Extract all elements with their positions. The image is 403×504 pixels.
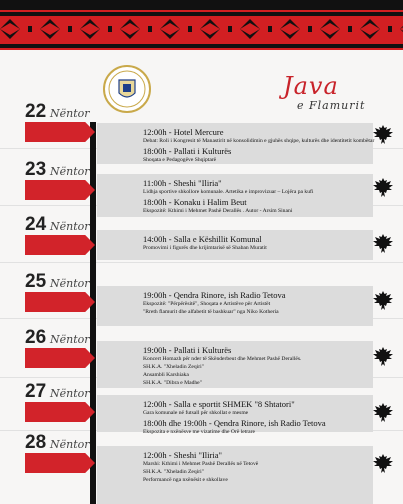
- day-month: Nëntor: [50, 107, 90, 120]
- albanian-eagle-icon: [372, 345, 394, 369]
- event-heading: 12:00h - Hotel Mercure: [143, 127, 224, 137]
- header-band-strip: [0, 44, 403, 48]
- date-arrow: [25, 292, 95, 312]
- event-panel: [97, 341, 373, 388]
- event-detail: Koncert Homazh për nder të Skënderbeut dhe Mehmet Pashë Derallës.: [143, 356, 302, 362]
- event-heading: 12:00h - Salla e sportit SHMEK "8 Shtatori": [143, 399, 295, 409]
- day-month: Nëntor: [50, 333, 90, 346]
- day-number: 28: [25, 432, 47, 453]
- event-detail: Ekspozita e nxënësve me vizatime dhe Orë letrare: [143, 429, 255, 435]
- event-heading: 18:00h - Pallati i Kulturës: [143, 146, 232, 156]
- albanian-eagle-icon: [372, 176, 394, 200]
- municipality-emblem-icon: [103, 65, 151, 113]
- event-detail: Debat: Roli i Kongresit të Manastirit në konsolidimin e gjuhës shqipe, kulturës dhe identitetit kombëtar: [143, 138, 375, 144]
- day-number: 26: [25, 327, 47, 348]
- event-detail: SH.K.A. "Dibra e Madhe": [143, 380, 202, 386]
- albanian-eagle-icon: [372, 123, 394, 147]
- date-arrow: [25, 122, 95, 142]
- event-panel: [97, 230, 373, 260]
- albanian-eagle-icon: [372, 452, 394, 476]
- event-detail: Gara komunale në futsall për shkollat e mesme: [143, 410, 249, 416]
- event-panel: [97, 174, 373, 217]
- date-arrow: [25, 235, 95, 255]
- day-month: Nëntor: [50, 277, 90, 290]
- date-arrow: [25, 348, 95, 368]
- event-heading: 12:00h - Sheshi "Iliria": [143, 450, 222, 460]
- event-panel: [97, 395, 373, 435]
- event-detail: Promovimi i figurës dhe krijimtarisë së Shaban Muratit: [143, 245, 267, 251]
- event-detail: Ansambli Karshiaka: [143, 372, 189, 378]
- day-number: 22: [25, 101, 47, 122]
- day-number: 24: [25, 214, 47, 235]
- day-month: Nëntor: [50, 438, 90, 451]
- albanian-eagle-icon: [372, 289, 394, 313]
- event-heading: 14:00h - Salla e Këshillit Komunal: [143, 234, 262, 244]
- albanian-eagle-icon: [372, 232, 394, 256]
- event-detail: Shoqata e Pedagogëve Shqiptarë: [143, 157, 217, 163]
- date-arrow: [25, 453, 95, 473]
- event-panel: [97, 446, 373, 504]
- timeline-bar: [90, 122, 96, 504]
- event-detail: Performancë nga nxënësit e shkollave: [143, 477, 228, 483]
- event-detail: "Rreth flamurit dhe alfabetit të bashkuar" nga Niko Kotheria: [143, 309, 279, 315]
- day-month: Nëntor: [50, 220, 90, 233]
- day-month: Nëntor: [50, 387, 90, 400]
- event-detail: Marshi: Kthimi i Mehmet Pashë Derallës në Tetovë: [143, 461, 259, 467]
- day-number: 25: [25, 271, 47, 292]
- date-arrow: [25, 180, 95, 200]
- event-heading: 19:00h - Pallati i Kulturës: [143, 345, 232, 355]
- header-pattern: [0, 14, 403, 44]
- day-number: 23: [25, 159, 47, 180]
- event-panel: [97, 286, 373, 326]
- event-heading: 11:00h - Sheshi "Iliria": [143, 178, 222, 188]
- event-detail: SH.K.A. "Xheladin Zeqiri": [143, 469, 204, 475]
- date-arrow: [25, 402, 95, 422]
- header-band-top: [0, 0, 403, 10]
- event-panel: [97, 123, 373, 164]
- event-detail: Ekspozitë: "Përpërësitë", Shoqata e Artistëve për Artistët: [143, 301, 271, 307]
- page-subtitle: e Flamurit: [297, 99, 366, 112]
- albanian-eagle-icon: [372, 401, 394, 425]
- event-heading: 18:00h - Konaku i Halim Beut: [143, 197, 247, 207]
- day-month: Nëntor: [50, 165, 90, 178]
- event-heading: 19:00h - Qendra Rinore, ish Radio Tetova: [143, 290, 286, 300]
- event-detail: SH.K.A. "Xheladin Zeqiri": [143, 364, 204, 370]
- page-title: Java: [283, 72, 339, 100]
- event-heading: 18:00h dhe 19:00h - Qendra Rinore, ish Radio Tetova: [143, 418, 326, 428]
- event-detail: Lidhja sportive shkollore komunale. Artetika e improvizuar – Lojëra pa kufi: [143, 189, 314, 195]
- day-number: 27: [25, 381, 47, 402]
- event-detail: Ekspozitë: Kthimi i Mehmet Pashë Derallës . Autor - Arsim Sinani: [143, 208, 293, 214]
